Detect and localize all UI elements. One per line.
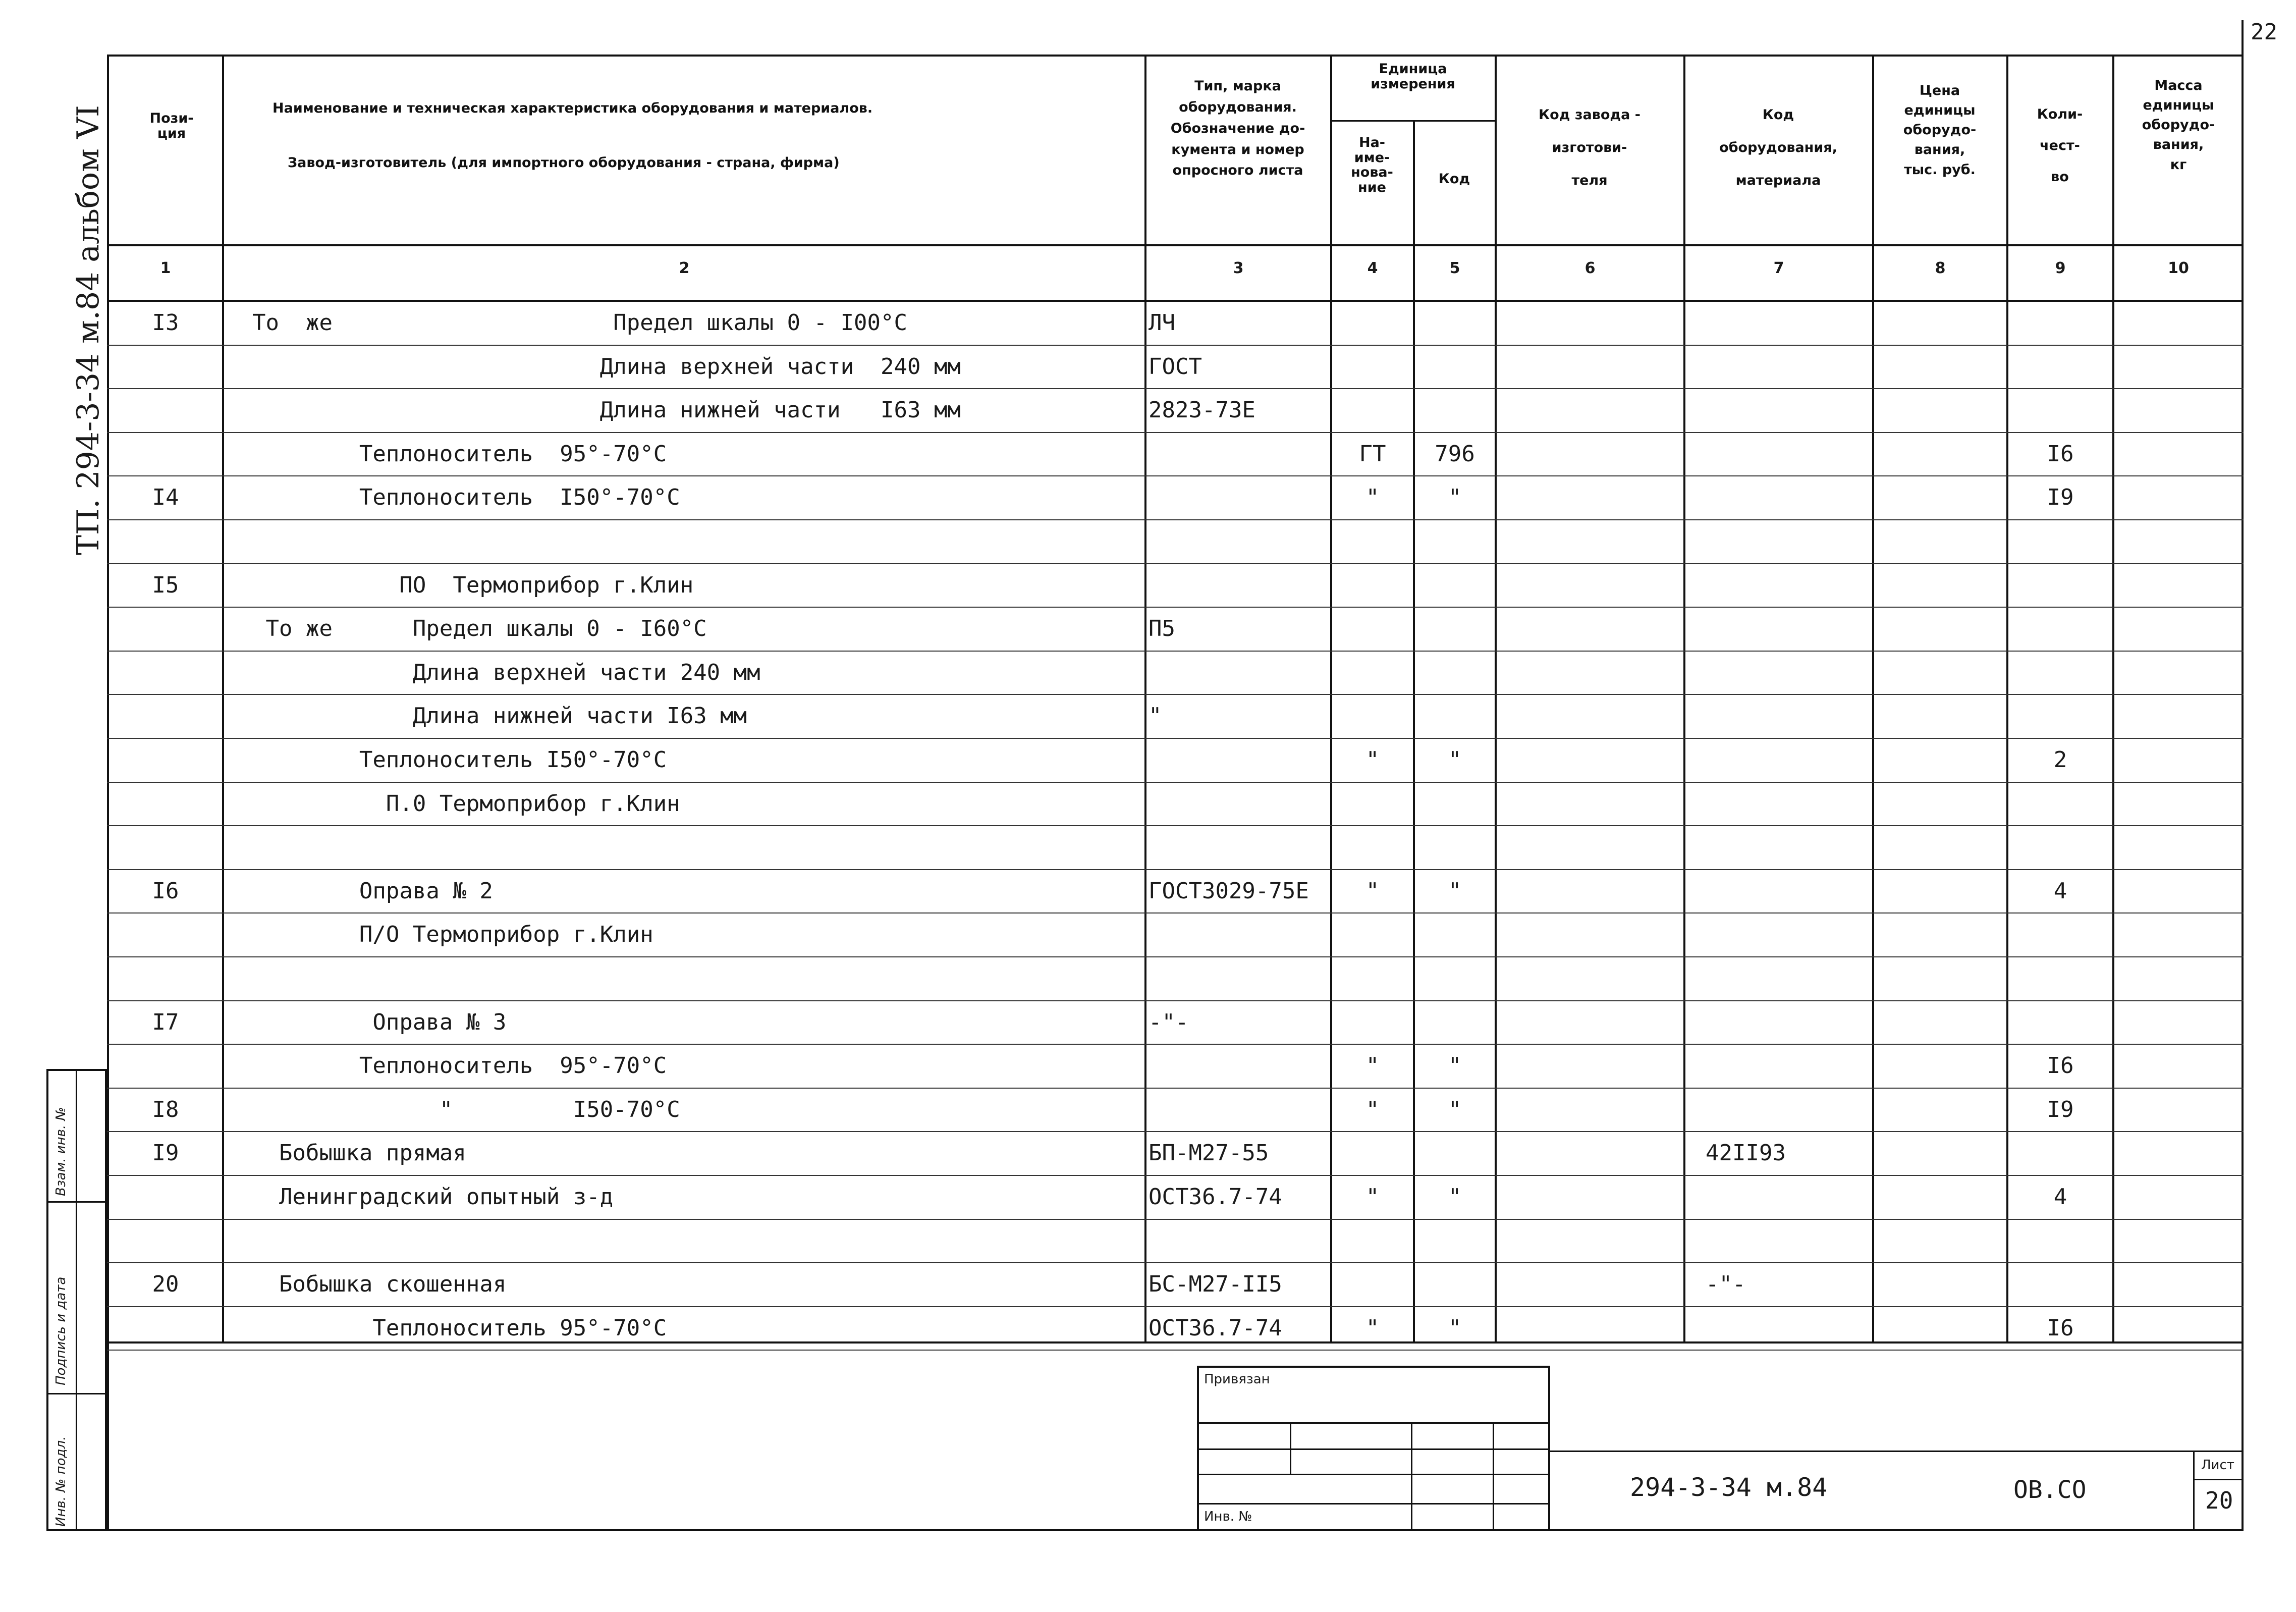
col-number-10: 10 [2168, 259, 2189, 277]
row-qty-cell: 4 [2053, 878, 2067, 904]
row-type-cell: ОСТ36.7-74 [1149, 1315, 1282, 1341]
row-divider [107, 519, 2244, 520]
row-unit-cell: " [1365, 1315, 1380, 1341]
row-name-cell: " I50-70°С [252, 1097, 680, 1122]
row-type-cell: ОСТ36.7-74 [1149, 1184, 1282, 1210]
row-qty-cell: 4 [2053, 1184, 2067, 1210]
row-name-cell: Длина нижней части I63 мм [252, 397, 961, 423]
header-unit: Единица измерения [1371, 61, 1455, 92]
header-price: Цена единицы оборудо- вания, тыс. руб. [1903, 83, 1977, 178]
header-position: Пози- ция [149, 111, 194, 141]
side-label-inv: Инв. № подл. [53, 1436, 69, 1527]
title-block [1550, 1450, 2244, 1452]
row-code-cell: " [1448, 878, 1462, 904]
row-code-cell: 796 [1435, 441, 1475, 467]
row-code-cell: " [1448, 1315, 1462, 1341]
row-unit-cell: " [1365, 1184, 1380, 1210]
row-name-cell: Теплоноситель 95°-70°С [252, 1315, 667, 1341]
col-number-5: 5 [1449, 259, 1460, 277]
row-divider [107, 1219, 2244, 1220]
row-divider [107, 1306, 2244, 1307]
row-divider [107, 825, 2244, 826]
row-unit-cell: " [1365, 878, 1380, 904]
header-quantity: Коли- чест- во [2037, 106, 2083, 185]
row-qty-cell: 2 [2053, 747, 2067, 773]
row-qty-cell: I6 [2047, 1053, 2074, 1079]
col-number-1: 1 [160, 259, 171, 277]
row-name-cell: Бобышка скошенная [252, 1271, 507, 1297]
row-divider [107, 607, 2244, 608]
row-divider [107, 345, 2244, 346]
row-type-cell: БП-М27-55 [1149, 1140, 1269, 1166]
row-divider [107, 956, 2244, 957]
row-code-cell: " [1448, 747, 1462, 773]
row-type-cell: ЛЧ [1149, 310, 1175, 336]
row-divider [107, 912, 2244, 914]
row-divider [107, 1044, 2244, 1045]
row-divider [107, 1000, 2244, 1001]
row-divider [107, 782, 2244, 783]
row-name-cell: Длина нижней части I63 мм [252, 703, 747, 729]
row-divider [107, 869, 2244, 870]
row-name-cell: То же Предел шкалы 0 - I00°С [252, 310, 908, 336]
inv-no-label: Инв. № [1204, 1509, 1252, 1524]
row-name-cell: Длина верхней части 240 мм [252, 354, 961, 380]
row-name-cell: П.0 Термоприбор г.Клин [252, 791, 680, 817]
header-unit-code: Код [1438, 171, 1470, 187]
row-divider [107, 1350, 2244, 1351]
side-title: ТП. 294-3-34 м.84 альбом VI [71, 105, 106, 555]
document-code: 294-3-34 м.84 [1630, 1473, 1828, 1502]
row-divider [107, 1131, 2244, 1132]
row-divider [107, 475, 2244, 476]
row-name-cell: Оправа № 3 [252, 1009, 507, 1035]
row-divider [107, 694, 2244, 695]
row-name-cell: П/О Термоприбор г.Клин [252, 922, 653, 947]
col-number-9: 9 [2055, 259, 2066, 277]
col-number-7: 7 [1773, 259, 1784, 277]
row-unit-cell: ГТ [1359, 441, 1386, 467]
sheet-code: ОВ.СО [2013, 1476, 2087, 1504]
row-name-cell: Ленинградский опытный з-д [252, 1184, 614, 1210]
row-code-cell: " [1448, 1184, 1462, 1210]
row-name-cell: Длина верхней части 240 мм [252, 660, 760, 685]
col-number-6: 6 [1584, 259, 1596, 277]
header-type: Тип, марка оборудования. Обозначение до- кумента и номер опросного листа [1170, 78, 1305, 179]
row-unit-cell: " [1365, 1053, 1380, 1079]
col-number-8: 8 [1935, 259, 1946, 277]
row-pos-cell: I9 [152, 1140, 179, 1166]
row-name-cell: Бобышка прямая [252, 1140, 466, 1166]
row-qty-cell: I6 [2047, 1315, 2074, 1341]
row-name-cell: Теплоноситель I50°-70°С [252, 485, 680, 510]
header-mass: Масса единицы оборудо- вания, кг [2142, 78, 2215, 173]
sheet-label: Лист [2201, 1458, 2234, 1473]
side-label-vzam: Взам. инв. № [53, 1107, 69, 1196]
row-pos-cell: I4 [152, 485, 179, 510]
row-type-cell: ГОСТ3029-75Е [1149, 878, 1309, 904]
row-name-cell: Теплоноситель 95°-70°С [252, 441, 667, 467]
row-divider [107, 432, 2244, 433]
row-qty-cell: I6 [2047, 441, 2074, 467]
page-number: 22 [2251, 19, 2277, 45]
row-pos-cell: I8 [152, 1097, 179, 1122]
row-unit-cell: " [1365, 747, 1380, 773]
row-ocode-cell: -"- [1706, 1271, 1746, 1297]
row-pos-cell: I7 [152, 1009, 179, 1035]
page-number-tick [2242, 20, 2244, 56]
row-pos-cell: 20 [152, 1271, 179, 1297]
col-number-3: 3 [1233, 259, 1244, 277]
row-code-cell: " [1448, 485, 1462, 510]
row-name-cell: ПО Термоприбор г.Клин [252, 572, 694, 598]
row-type-cell: БС-М27-II5 [1149, 1271, 1282, 1297]
row-code-cell: " [1448, 1053, 1462, 1079]
row-pos-cell: I6 [152, 878, 179, 904]
row-type-cell: 2823-73Е [1149, 397, 1255, 423]
row-name-cell: То же Предел шкалы 0 - I60°С [252, 616, 707, 641]
privyazan-label: Привязан [1204, 1372, 1270, 1387]
row-type-cell: " [1149, 703, 1162, 729]
sheet-number: 20 [2205, 1487, 2233, 1514]
col-number-4: 4 [1367, 259, 1378, 277]
row-divider [107, 563, 2244, 564]
row-name-cell: Теплоноситель I50°-70°С [252, 747, 667, 773]
header-factory-code: Код завода - изготови- теля [1539, 107, 1641, 188]
row-ocode-cell: 42II93 [1706, 1140, 1786, 1166]
row-divider [107, 651, 2244, 652]
row-type-cell: П5 [1149, 616, 1175, 641]
col-number-2: 2 [679, 259, 690, 277]
row-unit-cell: " [1365, 485, 1380, 510]
header-unit-name: На- име- нова- ние [1351, 135, 1393, 196]
row-pos-cell: I5 [152, 572, 179, 598]
row-unit-cell: " [1365, 1097, 1380, 1122]
row-name-cell: Оправа № 2 [252, 878, 493, 904]
row-divider [107, 1262, 2244, 1263]
row-divider [107, 1175, 2244, 1176]
row-divider [107, 1088, 2244, 1089]
row-code-cell: " [1448, 1097, 1462, 1122]
header-name-line2: Завод-изготовитель (для импортного оборудования - страна, фирма) [288, 155, 840, 171]
row-name-cell: Теплоноситель 95°-70°С [252, 1053, 667, 1079]
row-type-cell: ГОСТ [1149, 354, 1202, 380]
row-type-cell: -"- [1149, 1009, 1189, 1035]
row-pos-cell: I3 [152, 310, 179, 336]
row-qty-cell: I9 [2047, 485, 2074, 510]
row-qty-cell: I9 [2047, 1097, 2074, 1122]
side-label-sign: Подпись и дата [53, 1276, 69, 1385]
header-name-line1: Наименование и техническая характеристика оборудования и материалов. [272, 100, 873, 116]
row-divider [107, 738, 2244, 739]
header-equipment-code: Код оборудования, материала [1719, 107, 1837, 188]
row-divider [107, 388, 2244, 389]
